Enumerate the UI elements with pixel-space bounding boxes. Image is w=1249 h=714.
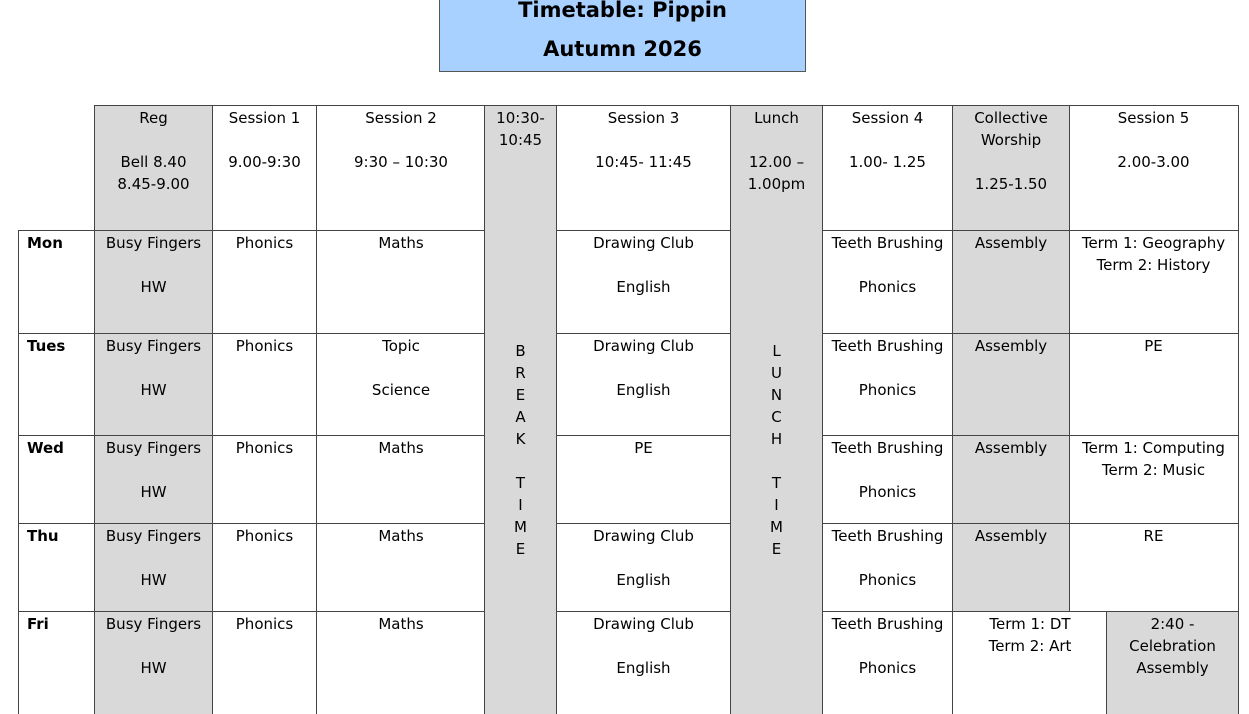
header-session-3: Session 3 10:45- 11:45 (595, 109, 692, 171)
cell-session-1: Phonics (235, 615, 294, 633)
cell-session-3: Drawing Club English (593, 234, 694, 296)
grid-line (484, 105, 485, 714)
grid-line (18, 523, 485, 524)
cell-session-5: RE (1143, 527, 1164, 545)
cell-session-2: Maths (378, 615, 424, 633)
cell-session-5: PE (1144, 337, 1163, 355)
cell-session-1: Phonics (235, 527, 294, 545)
grid-line (212, 105, 213, 714)
grid-line (556, 333, 731, 334)
header-collective-worship: Collective Worship 1.25-1.50 (974, 109, 1048, 193)
header-lunch: Lunch 12.00 – 1.00pm (747, 109, 806, 193)
grid-line (18, 435, 485, 436)
timetable-title (439, 0, 806, 72)
cell-worship: Assembly (974, 439, 1048, 457)
cell-session-3: PE (634, 439, 653, 457)
grid-line (556, 523, 731, 524)
title-line-2: Autumn 2026 (543, 37, 702, 61)
cell-session-1: Phonics (235, 439, 294, 457)
grid-line (94, 105, 95, 714)
grid-line (556, 611, 731, 612)
grid-line (822, 333, 1239, 334)
cell-session-2: Topic Science (371, 337, 431, 399)
day-label: Wed (27, 439, 64, 457)
grid-line (18, 230, 19, 714)
day-label: Tues (27, 337, 66, 355)
cell-reg: Busy Fingers HW (105, 439, 202, 501)
cell-session-4: Teeth Brushing Phonics (831, 337, 944, 399)
grid-line (95, 105, 1239, 106)
grid-line (1069, 105, 1070, 612)
day-label: Mon (27, 234, 63, 252)
grid-line (18, 333, 485, 334)
title-line-1: Timetable: Pippin (518, 0, 727, 22)
grid-line (1238, 105, 1239, 714)
cell-session-2: Maths (378, 439, 424, 457)
cell-worship: Assembly (974, 527, 1048, 545)
grid-line (18, 611, 485, 612)
header-break: 10:30- 10:45 (496, 109, 545, 149)
header-session-4: Session 4 1.00- 1.25 (849, 109, 926, 171)
day-label: Thu (27, 527, 59, 545)
header-session-5: Session 5 2.00-3.00 (1117, 109, 1190, 171)
header-reg: Reg Bell 8.40 8.45-9.00 (117, 109, 190, 193)
grid-line (730, 105, 731, 714)
cell-session-3: Drawing Club English (593, 527, 694, 589)
cell-session-4: Teeth Brushing Phonics (831, 439, 944, 501)
grid-line (1106, 611, 1107, 714)
cell-session-4: Teeth Brushing Phonics (831, 527, 944, 589)
cell-fri-celebration: 2:40 - Celebration Assembly (1129, 615, 1216, 677)
grid-line (822, 611, 1239, 612)
cell-session-2: Maths (378, 527, 424, 545)
header-session-2: Session 2 9:30 – 10:30 (354, 109, 448, 171)
grid-line (316, 105, 317, 714)
cell-session-5: Term 1: Computing Term 2: Music (1082, 439, 1225, 479)
cell-session-1: Phonics (235, 337, 294, 355)
cell-session-4: Teeth Brushing Phonics (831, 234, 944, 296)
grid-line (18, 230, 485, 231)
cell-reg: Busy Fingers HW (105, 615, 202, 677)
grid-line (556, 105, 557, 714)
lunch-time-label: L U N C H T I M E (770, 342, 783, 558)
cell-session-1: Phonics (235, 234, 294, 252)
grid-line (822, 230, 1239, 231)
grid-line (556, 230, 731, 231)
cell-worship: Assembly (974, 337, 1048, 355)
cell-session-5: Term 1: Geography Term 2: History (1081, 234, 1226, 274)
cell-reg: Busy Fingers HW (105, 527, 202, 589)
grid-line (952, 105, 953, 714)
cell-reg: Busy Fingers HW (105, 234, 202, 296)
day-label: Fri (27, 615, 49, 633)
cell-worship: Assembly (974, 234, 1048, 252)
cell-fri-dt-art: Term 1: DT Term 2: Art (988, 615, 1072, 655)
cell-session-2: Maths (378, 234, 424, 252)
break-time-label: B R E A K T I M E (514, 342, 527, 558)
cell-reg: Busy Fingers HW (105, 337, 202, 399)
cell-session-4: Teeth Brushing Phonics (831, 615, 944, 677)
cell-session-3: Drawing Club English (593, 337, 694, 399)
grid-line (556, 435, 731, 436)
header-session-1: Session 1 9.00-9:30 (228, 109, 301, 171)
grid-line (822, 523, 1239, 524)
grid-line (822, 105, 823, 714)
cell-session-3: Drawing Club English (593, 615, 694, 677)
grid-line (822, 435, 1239, 436)
